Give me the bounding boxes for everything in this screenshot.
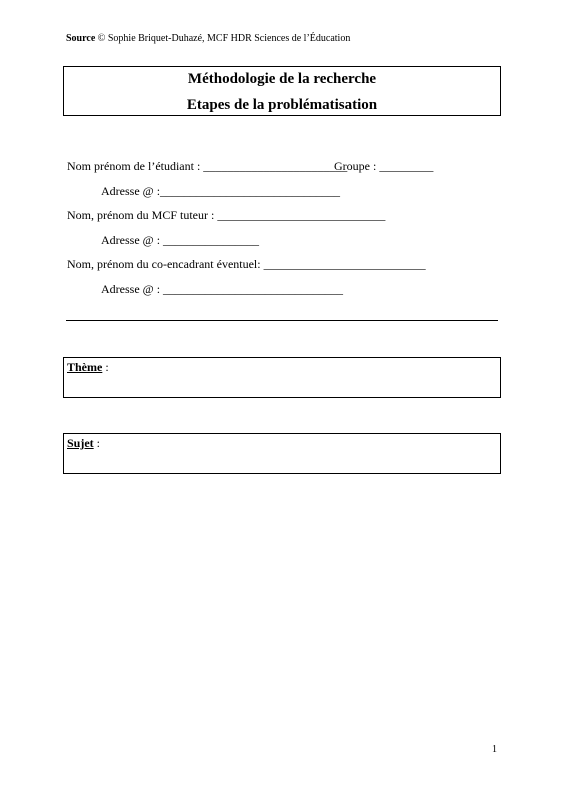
section-divider bbox=[66, 320, 498, 321]
sujet-colon: : bbox=[93, 436, 101, 450]
student-name-field[interactable]: Nom prénom de l’étudiant : ________________________ bbox=[67, 159, 348, 173]
page-number: 1 bbox=[492, 744, 497, 755]
sujet-label-wrap bbox=[67, 436, 100, 451]
student-address-field[interactable]: Adresse @ :______________________________ bbox=[101, 184, 341, 198]
source-label: Source bbox=[66, 33, 96, 44]
source-text: © Sophie Briquet-Duhazé, MCF HDR Sciences de l’Éducation bbox=[97, 33, 351, 44]
cosupervisor-address-field[interactable]: Adresse @ : ______________________________ bbox=[101, 282, 344, 296]
theme-box[interactable] bbox=[63, 357, 501, 398]
theme-colon: : bbox=[102, 360, 109, 374]
sujet-box[interactable] bbox=[63, 433, 501, 474]
sujet-label: Sujet bbox=[67, 436, 94, 450]
title-box bbox=[63, 66, 501, 116]
group-field[interactable]: Groupe : _________ bbox=[334, 159, 434, 173]
cosupervisor-name-field[interactable]: Nom, prénom du co-encadrant éventuel: ___________________________ bbox=[67, 257, 426, 271]
theme-label: Thème bbox=[67, 360, 103, 374]
theme-label-wrap bbox=[67, 360, 109, 375]
document-title: Méthodologie de la recherche bbox=[187, 71, 377, 87]
tutor-address-field[interactable]: Adresse @ : ________________ bbox=[101, 233, 260, 247]
source-credit bbox=[66, 33, 350, 44]
document-subtitle: Etapes de la problématisation bbox=[186, 97, 378, 113]
tutor-name-field[interactable]: Nom, prénom du MCF tuteur : ____________________________ bbox=[67, 208, 386, 222]
